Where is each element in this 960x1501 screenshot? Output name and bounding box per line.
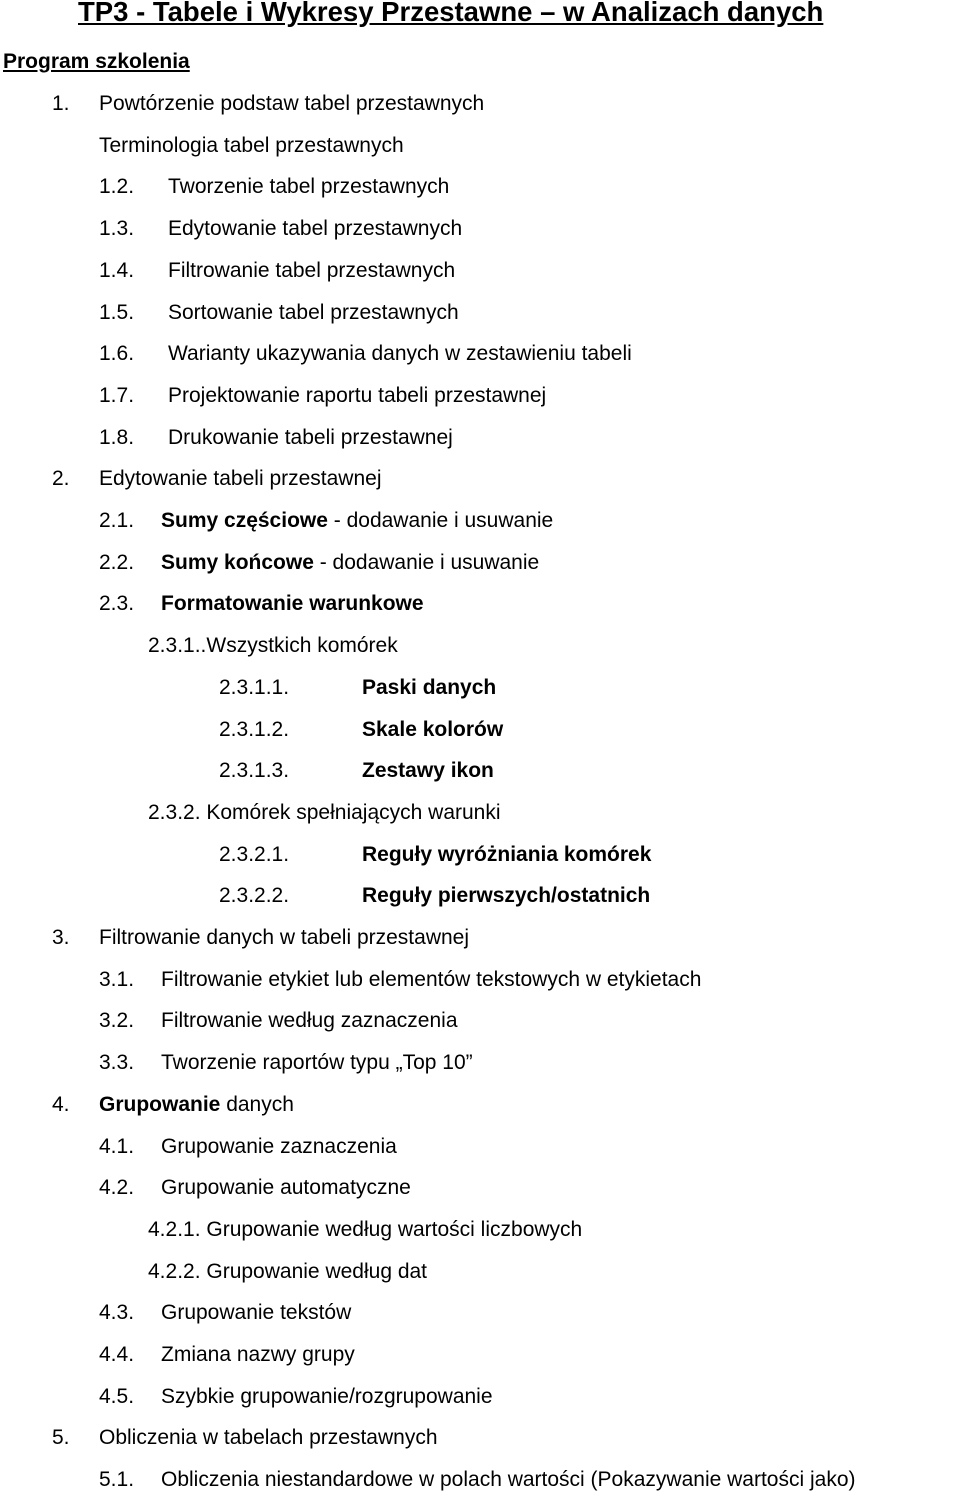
outline-item-text-part: 4.2.2. Grupowanie według dat <box>148 1259 428 1283</box>
outline-item-text <box>161 590 424 618</box>
outline-item-text-part: Filtrowanie tabel przestawnych <box>168 258 456 282</box>
outline-item-text <box>148 632 398 660</box>
outline-item-number: 3.1. <box>99 967 135 991</box>
outline-item-text-part: Filtrowanie według zaznaczenia <box>161 1009 458 1033</box>
outline-item-text <box>161 966 701 994</box>
outline-item-number: 1.6. <box>99 342 135 366</box>
outline-item-text <box>148 799 501 827</box>
outline-item-text-part: Filtrowanie etykiet lub elementów tekstowych w etykietach <box>161 967 702 991</box>
document-title: TP3 - Tabele i Wykresy Przestawne – w Analizach danych <box>78 0 824 27</box>
outline-item-text-part: 2.3.1..Wszystkich komórek <box>148 634 398 658</box>
outline-item-text <box>161 1049 473 1077</box>
outline-item-number: 2.3.2.2. <box>219 884 290 908</box>
outline-item-text-part: Powtórzenie podstaw tabel przestawnych <box>99 92 485 115</box>
outline-item-text <box>161 1341 355 1369</box>
outline-item-text <box>168 299 459 327</box>
section-heading: Program szkolenia <box>3 50 190 73</box>
outline-item-text <box>99 1091 294 1119</box>
outline-item-number: 1.2. <box>99 175 135 199</box>
outline-item-text-part: Terminologia tabel przestawnych <box>99 133 404 157</box>
outline-item-text <box>99 924 469 952</box>
outline-item-text-part: Drukowanie tabeli przestawnej <box>168 425 453 449</box>
outline-item-text-bold: Zestawy ikon <box>362 759 494 783</box>
outline-item-text-part: 2.3.2. Komórek spełniających warunki <box>148 800 501 824</box>
outline-item-number: 4.5. <box>99 1384 135 1408</box>
outline-item-text <box>168 215 462 243</box>
outline-item-text-part: Szybkie grupowanie/rozgrupowanie <box>161 1384 493 1408</box>
outline-item-text-part: Projektowanie raportu tabeli przestawnej <box>168 383 547 407</box>
outline-item-text <box>148 1216 582 1244</box>
outline-item-text <box>161 549 539 577</box>
outline-item-text-part: - dodawanie i usuwanie <box>313 550 540 574</box>
outline-item-text <box>362 716 503 744</box>
outline-item-number: 1.5. <box>99 300 135 324</box>
outline-item-text-part: Obliczenia niestandardowe w polach wartości (Pokazywanie wartości jako) <box>161 1468 856 1492</box>
outline-item-number: 2. <box>52 467 70 491</box>
outline-item-text <box>99 132 404 160</box>
outline-item-text <box>148 1258 427 1286</box>
outline-item-number: 4.4. <box>99 1343 135 1366</box>
outline-item-number: 2.3.2.1. <box>219 842 290 866</box>
outline-item-text-part: Edytowanie tabeli przestawnej <box>99 467 382 491</box>
outline-item-number: 2.1. <box>99 509 135 532</box>
outline-item-number: 3.3. <box>99 1051 135 1075</box>
outline-item-number: 3.2. <box>99 1009 135 1033</box>
outline-item-text <box>161 1299 351 1327</box>
outline-item-number: 5.1. <box>99 1468 135 1492</box>
outline-item-number: 1.7. <box>99 383 135 407</box>
outline-item-number: 4.1. <box>99 1134 135 1158</box>
outline-item-number: 1.4. <box>99 258 135 282</box>
outline-item-text <box>99 1424 438 1452</box>
outline-item-text <box>161 1133 397 1161</box>
outline-item-number: 2.3. <box>99 592 135 616</box>
outline-item-text-part: Edytowanie tabel przestawnych <box>168 217 463 241</box>
outline-item-text-bold: Grupowanie <box>99 1092 221 1116</box>
outline-item-text-bold: Sumy częściowe <box>161 509 328 532</box>
outline-item-number: 2.3.1.2. <box>219 717 290 741</box>
outline-item-number: 2.3.1.1. <box>219 675 290 699</box>
outline-item-text <box>168 424 453 452</box>
outline-item-text-part: Tworzenie tabel przestawnych <box>168 175 450 199</box>
outline-item-number: 5. <box>52 1426 70 1450</box>
outline-item-number: 1.3. <box>99 217 135 241</box>
outline-item-number: 4.3. <box>99 1301 135 1325</box>
outline-item-text <box>161 1383 493 1411</box>
outline-item-text <box>362 674 496 702</box>
outline-item-text <box>99 465 382 493</box>
outline-item-text <box>99 90 484 118</box>
outline-item-number: 2.2. <box>99 550 135 574</box>
outline-item-text <box>168 257 455 285</box>
outline-item-text-bold: Paski danych <box>362 675 497 699</box>
outline-item-text-bold: Skale kolorów <box>362 717 504 741</box>
outline-item-text-part: Obliczenia w tabelach przestawnych <box>99 1426 438 1450</box>
outline-item-text-part: Tworzenie raportów typu „Top 10” <box>161 1051 473 1075</box>
outline-item-text-part: Grupowanie tekstów <box>161 1301 352 1325</box>
outline-item-text <box>161 1466 856 1494</box>
outline-item-text <box>161 1174 411 1202</box>
outline-item-text-part: 4.2.1. Grupowanie według wartości liczbowych <box>148 1217 583 1241</box>
outline-item-text-part: Sortowanie tabel przestawnych <box>168 300 459 324</box>
outline-item-text <box>168 382 546 410</box>
outline-item-text <box>168 340 632 368</box>
outline-item-text <box>362 882 650 910</box>
outline-item-text <box>168 173 449 201</box>
outline-item-text-part: Filtrowanie danych w tabeli przestawnej <box>99 926 470 949</box>
outline-item-text <box>161 507 553 535</box>
outline-item-number: 2.3.1.3. <box>219 759 290 783</box>
outline-item-text-bold: Sumy końcowe <box>161 550 314 574</box>
outline-item-number: 1. <box>52 92 70 115</box>
outline-item-text <box>362 841 651 869</box>
outline-item-number: 4. <box>52 1092 70 1116</box>
outline-item-text-part: danych <box>220 1092 294 1116</box>
outline-item-text-bold: Formatowanie warunkowe <box>161 592 424 616</box>
outline-item-text-bold: Reguły wyróżniania komórek <box>362 842 652 866</box>
outline-item-text-bold: Reguły pierwszych/ostatnich <box>362 884 651 908</box>
outline-item-number: 3. <box>52 926 70 949</box>
outline-item-text-part: Grupowanie zaznaczenia <box>161 1134 397 1158</box>
outline-item-text-part: Warianty ukazywania danych w zestawieniu tabeli <box>168 342 632 366</box>
outline-item-number: 4.2. <box>99 1176 135 1200</box>
outline-item-text <box>362 757 494 785</box>
outline-item-number: 1.8. <box>99 425 135 449</box>
outline-item-text-part: Zmiana nazwy grupy <box>161 1343 355 1366</box>
outline-item-text-part: - dodawanie i usuwanie <box>327 509 554 532</box>
outline-item-text <box>161 1007 458 1035</box>
outline-item-text-part: Grupowanie automatyczne <box>161 1176 411 1200</box>
